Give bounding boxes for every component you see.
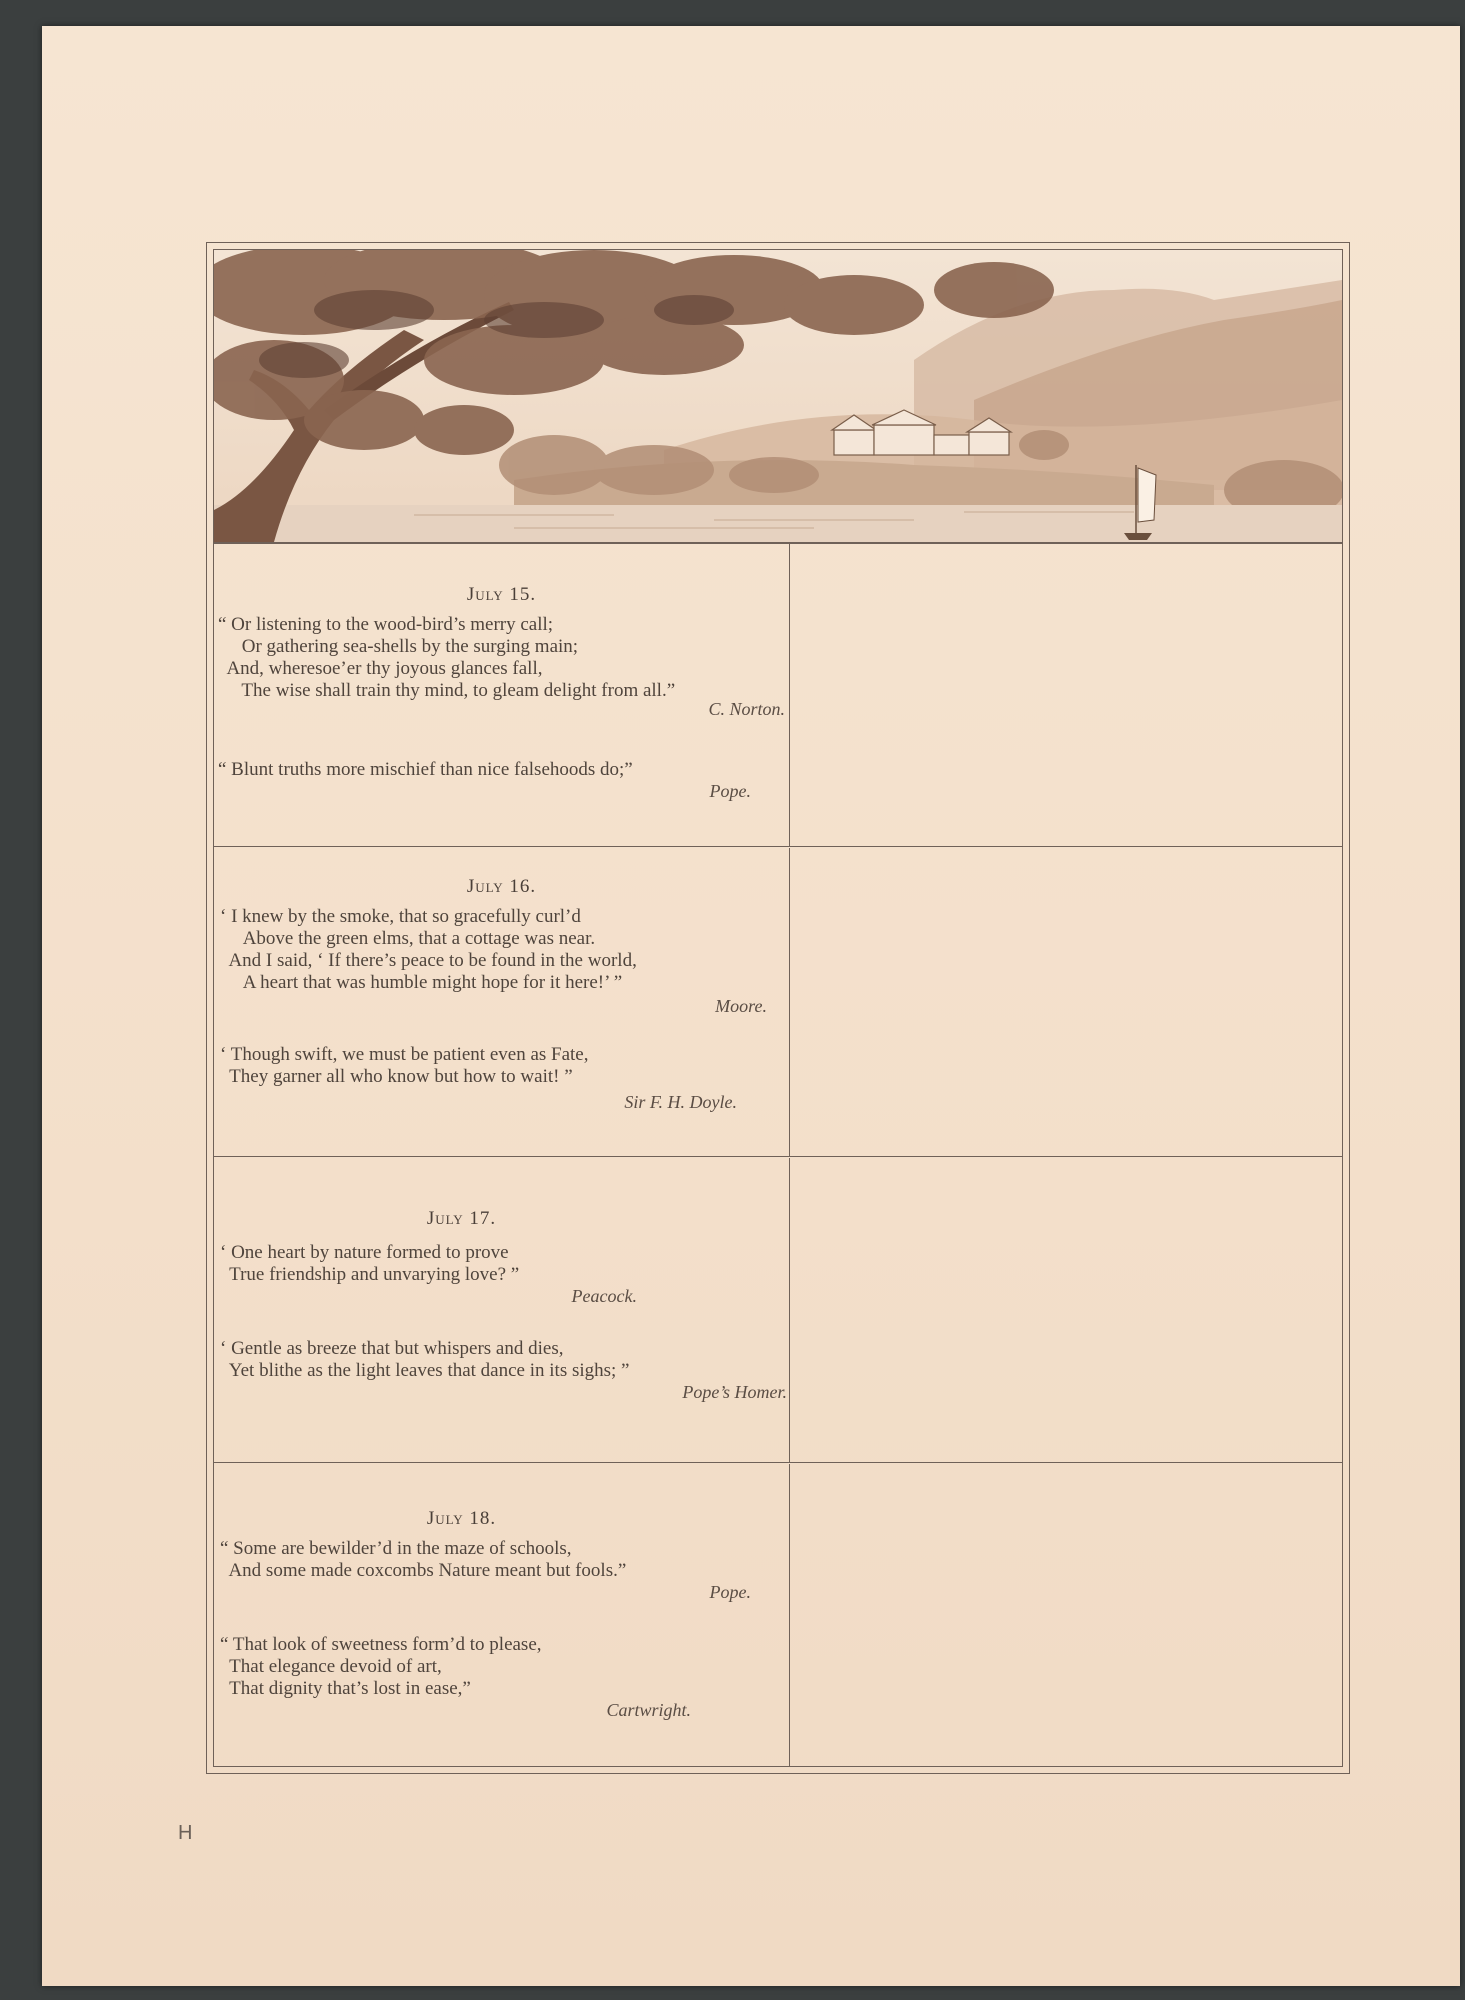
notes-cell[interactable]	[791, 1158, 1342, 1462]
diary-row-july-17	[214, 1158, 1342, 1463]
signature-mark: H	[178, 1822, 193, 1844]
quote-attribution: Pope’s Homer.	[682, 1382, 787, 1402]
quote-attribution: Cartwright.	[606, 1700, 691, 1720]
page-frame	[206, 242, 1350, 1774]
quote-attribution: Sir F. H. Doyle.	[624, 1092, 737, 1112]
notes-cell[interactable]	[791, 1464, 1342, 1766]
diary-row-july-18	[214, 1464, 1342, 1766]
quote-text: ‘ Though swift, we must be patient even as Fate, They garner all who know but how to wait! ”	[220, 1044, 589, 1087]
diary-row-july-16	[214, 848, 1342, 1157]
quote-attribution: Pope.	[709, 781, 751, 801]
quote-attribution: Peacock.	[571, 1286, 637, 1306]
date-heading: July 18.	[426, 1508, 497, 1529]
date-heading: July 17.	[426, 1208, 497, 1229]
diary-grid	[214, 544, 1342, 1766]
quote-text: ‘ One heart by nature formed to prove True friendship and unvarying love? ”	[220, 1242, 520, 1285]
column-divider	[789, 848, 790, 1156]
diary-row-july-15	[214, 544, 1342, 847]
date-heading: July 16.	[466, 876, 537, 897]
quote-attribution: Pope.	[709, 1582, 751, 1602]
quote-text: ‘ I knew by the smoke, that so gracefully curl’d Above the green elms, that a cottage was near. And I said, ‘ If there’s peace to be found in the world, A heart that was humble might hope for it here!’ ”	[220, 906, 637, 993]
date-heading: July 15.	[466, 584, 537, 605]
quote-text: “ That look of sweetness form’d to please, That elegance devoid of art, That dignity that’s lost in ease,”	[220, 1634, 542, 1699]
book-page	[42, 26, 1460, 1986]
quotes-cell	[214, 1158, 789, 1462]
quote-text: “ Blunt truths more mischief than nice falsehoods do;”	[218, 759, 633, 780]
quotes-cell	[214, 1464, 789, 1766]
quote-text: “ Or listening to the wood-bird’s merry call; Or gathering sea-shells by the surging main; And, wheresoe’er thy joyous glances fall, The wise shall train thy mind, to gleam delight from all.”	[218, 614, 676, 701]
column-divider	[789, 1158, 790, 1462]
notes-cell[interactable]	[791, 544, 1342, 846]
page-frame-inner	[213, 249, 1343, 1767]
column-divider	[789, 544, 790, 846]
quotes-cell	[214, 848, 789, 1156]
notes-cell[interactable]	[791, 848, 1342, 1156]
quote-attribution: Moore.	[715, 996, 767, 1016]
column-divider	[789, 1464, 790, 1766]
quote-text: “ Some are bewilder’d in the maze of schools, And some made coxcombs Nature meant but fools.”	[220, 1538, 627, 1581]
quotes-cell	[214, 544, 789, 846]
quote-attribution: C. Norton.	[708, 699, 785, 719]
landscape-engraving	[214, 250, 1342, 542]
landscape-illustration	[214, 250, 1342, 544]
quote-text: ‘ Gentle as breeze that but whispers and dies, Yet blithe as the light leaves that dance in its sighs; ”	[220, 1338, 630, 1381]
